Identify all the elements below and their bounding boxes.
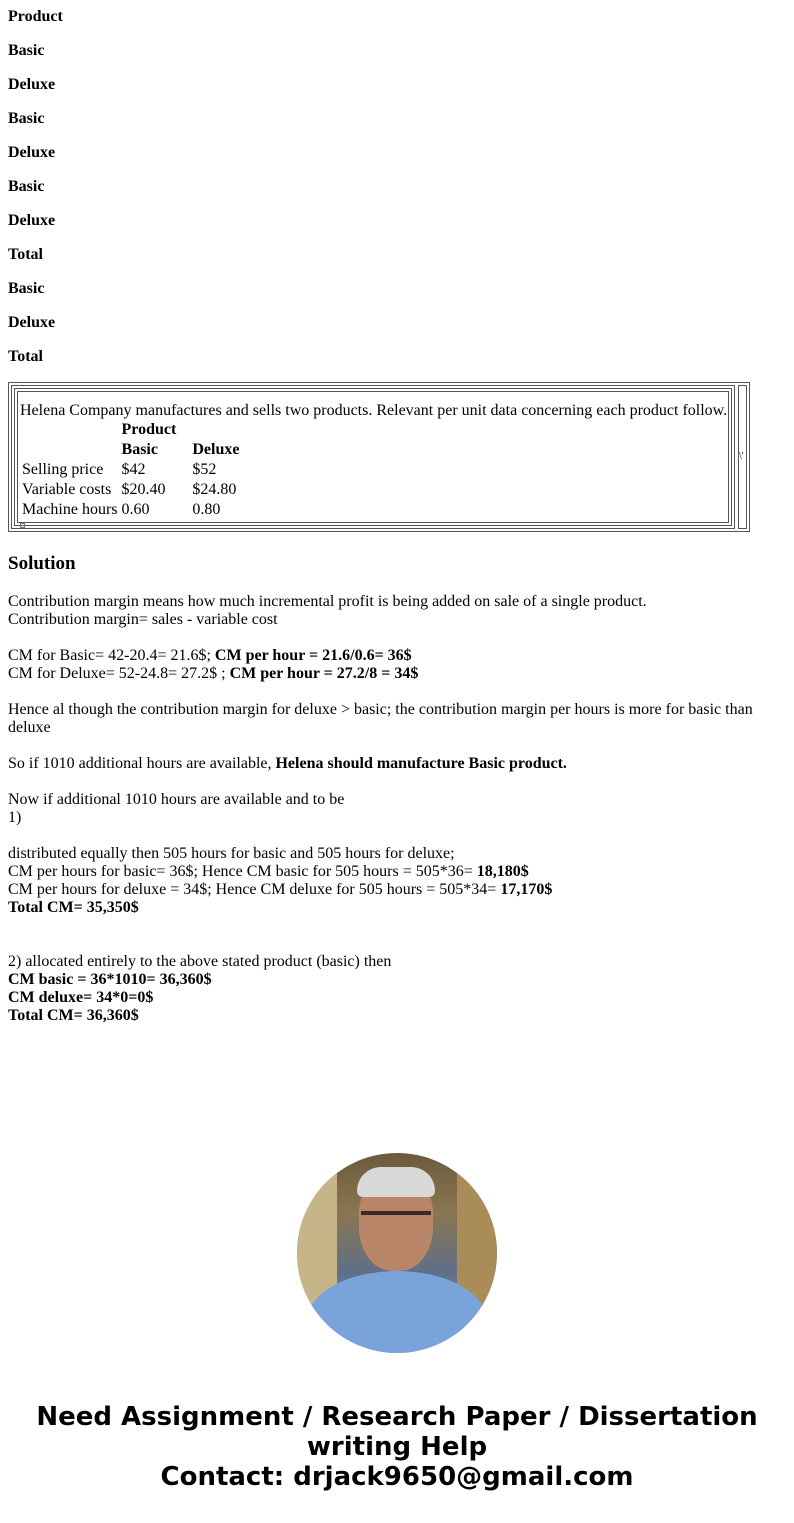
- table-row: [20, 480, 241, 500]
- label-deluxe: Deluxe: [8, 212, 56, 229]
- promo-line-1: Need Assignment / Research Paper / Dissertation: [36, 1402, 758, 1432]
- label-basic: Basic: [8, 280, 45, 297]
- cell-deluxe: $24.80: [192, 481, 237, 498]
- cell-basic: $20.40: [121, 481, 166, 498]
- question-inner-table: [14, 388, 732, 526]
- scenario-1-deluxe: CM per hours for deluxe = 34$; Hence CM deluxe for 505 hours = 505*34= 17,170$: [8, 881, 553, 898]
- table-row: [20, 440, 241, 460]
- scenario-2-text: 2) allocated entirely to the above stated product (basic) then: [8, 953, 392, 970]
- cell-basic: $42: [121, 461, 146, 478]
- scenario-1-text: distributed equally then 505 hours for basic and 505 hours for deluxe;: [8, 845, 455, 862]
- scenario-1-basic: CM per hours for basic= 36$; Hence CM basic for 505 hours = 505*36= 18,180$: [8, 863, 529, 880]
- broken-image-icon: [20, 523, 25, 528]
- cm-definition: Contribution margin means how much incremental profit is being added on sale of a single product.: [8, 593, 647, 610]
- row-label: Selling price: [22, 461, 104, 478]
- promo-banner: [0, 1402, 794, 1492]
- scenario-2-basic: CM basic = 36*1010= 36,360$: [8, 971, 212, 988]
- label-total: Total: [8, 246, 43, 263]
- promo-line-2: writing Help: [306, 1432, 488, 1462]
- scenario-1-label: 1): [8, 809, 22, 826]
- label-basic: Basic: [8, 178, 45, 195]
- row-label: Machine hours: [22, 501, 118, 518]
- header-labels: [8, 0, 786, 374]
- cell-basic: 0.60: [121, 501, 150, 518]
- cell-deluxe: $52: [192, 461, 217, 478]
- label-deluxe: Deluxe: [8, 314, 56, 331]
- label-deluxe: Deluxe: [8, 76, 56, 93]
- question-cell: [11, 385, 735, 529]
- question-table: [8, 382, 750, 532]
- scenario-intro: Now if additional 1010 hours are available and to be: [8, 791, 345, 808]
- solution-heading: Solution: [8, 553, 76, 574]
- solution-body: [8, 593, 778, 1025]
- cm-formula: Contribution margin= sales - variable cost: [8, 611, 278, 628]
- label-deluxe: Deluxe: [8, 144, 56, 161]
- side-cell: [738, 385, 747, 529]
- scenario-2-total: Total CM= 36,360$: [8, 1007, 139, 1024]
- table-row: [20, 460, 241, 480]
- author-avatar: [297, 1153, 497, 1353]
- table-row: [20, 500, 241, 520]
- promo-contact: Contact: drjack9650@gmail.com: [160, 1462, 634, 1492]
- side-glyph: \': [739, 451, 744, 462]
- col-header-basic: Basic: [121, 441, 158, 458]
- product-group-header: Product: [121, 421, 177, 438]
- scenario-2-deluxe: CM deluxe= 34*0=0$: [8, 989, 154, 1006]
- scenario-1-total: Total CM= 35,350$: [8, 899, 139, 916]
- cm-deluxe-line: CM for Deluxe= 52-24.8= 27.2$ ; CM per hour = 27.2/8 = 34$: [8, 665, 419, 682]
- label-basic: Basic: [8, 42, 45, 59]
- label-product: Product: [8, 8, 63, 25]
- table-row: [20, 420, 241, 440]
- question-text: Helena Company manufactures and sells two products. Relevant per unit data concerning each product follow.: [20, 402, 728, 419]
- hence-paragraph: Hence al though the contribution margin for deluxe > basic; the contribution margin per hours is more for basic than deluxe: [8, 701, 753, 736]
- cm-basic-line: CM for Basic= 42-20.4= 21.6$; CM per hour = 21.6/0.6= 36$: [8, 647, 412, 664]
- label-total: Total: [8, 348, 43, 365]
- label-basic: Basic: [8, 110, 45, 127]
- col-header-deluxe: Deluxe: [192, 441, 240, 458]
- solution-section: [8, 552, 778, 1024]
- product-data-table: [20, 420, 241, 520]
- question-inner-cell: [17, 391, 729, 523]
- row-label: Variable costs: [22, 481, 112, 498]
- recommendation-line: So if 1010 additional hours are available, Helena should manufacture Basic product.: [8, 755, 567, 772]
- cell-deluxe: 0.80: [192, 501, 221, 518]
